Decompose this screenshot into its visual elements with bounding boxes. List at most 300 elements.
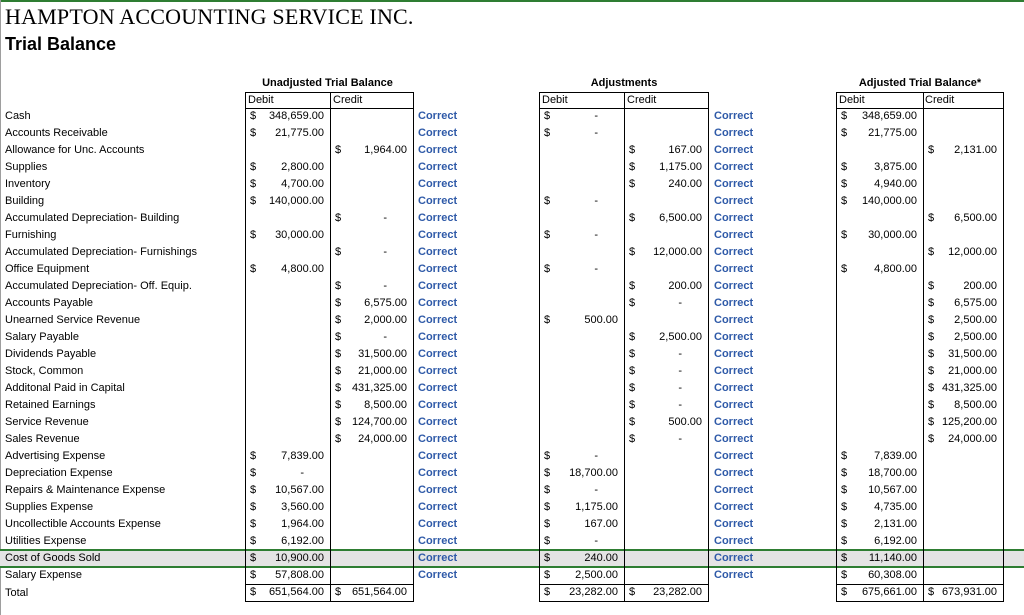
status-label: Correct <box>418 178 458 190</box>
amount-value: - <box>594 195 598 207</box>
adjustments-credit-header: Credit <box>627 94 657 106</box>
status-label: Correct <box>418 280 458 292</box>
amount-value: - <box>594 450 598 462</box>
adjustments-col-divider <box>624 92 625 601</box>
amount-cell[interactable] <box>331 295 413 312</box>
amount-cell[interactable] <box>625 210 708 227</box>
amount-cell[interactable] <box>625 295 708 312</box>
status-label: Correct <box>418 501 458 513</box>
amount-cell[interactable] <box>540 193 624 210</box>
dollar-sign: $ <box>928 365 935 377</box>
account-name[interactable]: Building <box>5 195 45 207</box>
dollar-sign: $ <box>841 484 848 496</box>
account-name[interactable]: Depreciation Expense <box>5 467 113 479</box>
amount-value: 200.00 <box>668 280 702 292</box>
amount-cell[interactable] <box>331 584 413 601</box>
amount-cell[interactable] <box>837 550 923 567</box>
amount-value: 10,567.00 <box>868 484 917 496</box>
amount-cell[interactable] <box>625 397 708 414</box>
amount-cell[interactable] <box>540 125 624 142</box>
amount-value: 3,560.00 <box>281 501 324 513</box>
amount-cell[interactable] <box>837 448 923 465</box>
amount-value: 125,200.00 <box>941 416 997 428</box>
dollar-sign: $ <box>841 518 848 530</box>
account-name[interactable]: Accumulated Depreciation- Building <box>5 212 180 224</box>
amount-cell[interactable] <box>837 193 923 210</box>
amount-value: 8,500.00 <box>364 399 407 411</box>
amount-cell[interactable] <box>246 159 330 176</box>
amount-cell[interactable] <box>625 414 708 431</box>
account-name[interactable]: Service Revenue <box>5 416 89 428</box>
amount-cell[interactable] <box>924 329 1003 346</box>
status-label: Correct <box>714 518 754 530</box>
amount-cell[interactable] <box>246 176 330 193</box>
account-name[interactable]: Accounts Payable <box>5 297 94 309</box>
dollar-sign: $ <box>928 348 935 360</box>
amount-value: 431,325.00 <box>351 382 407 394</box>
dollar-sign: $ <box>544 229 551 241</box>
status-label: Correct <box>418 484 458 496</box>
amount-cell[interactable] <box>540 567 624 584</box>
amount-cell[interactable] <box>331 278 413 295</box>
account-name[interactable]: Sales Revenue <box>5 433 80 445</box>
status-label: Correct <box>418 467 458 479</box>
account-name[interactable]: Cost of Goods Sold <box>5 552 101 564</box>
dollar-sign: $ <box>335 348 342 360</box>
account-name[interactable]: Accounts Receivable <box>5 127 108 139</box>
amount-value: 431,325.00 <box>941 382 997 394</box>
status-label: Correct <box>714 552 754 564</box>
amount-cell[interactable] <box>246 550 330 567</box>
amount-value: - <box>383 331 387 343</box>
dollar-sign: $ <box>841 263 848 275</box>
amount-value: 21,775.00 <box>275 127 324 139</box>
amount-cell[interactable] <box>625 278 708 295</box>
amount-cell[interactable] <box>924 312 1003 329</box>
dollar-sign: $ <box>928 382 935 394</box>
amount-value: 1,964.00 <box>281 518 324 530</box>
amount-cell[interactable] <box>837 227 923 244</box>
account-name[interactable]: Total <box>5 587 29 599</box>
dollar-sign: $ <box>250 127 257 139</box>
amount-value: 30,000.00 <box>868 229 917 241</box>
account-name[interactable]: Cash <box>5 110 31 122</box>
amount-cell[interactable] <box>837 567 923 584</box>
amount-cell[interactable] <box>246 261 330 278</box>
amount-value: - <box>678 382 682 394</box>
amount-value: 11,140.00 <box>868 552 917 564</box>
amount-cell[interactable] <box>540 448 624 465</box>
account-name[interactable]: Unearned Service Revenue <box>5 314 141 326</box>
amount-value: 6,575.00 <box>364 297 407 309</box>
dollar-sign: $ <box>250 484 257 496</box>
amount-value: - <box>594 263 598 275</box>
amount-cell[interactable] <box>246 567 330 584</box>
amount-cell[interactable] <box>331 363 413 380</box>
amount-cell[interactable] <box>837 584 923 601</box>
amount-value: 651,564.00 <box>268 586 324 598</box>
group-bottom-border <box>539 601 709 602</box>
amount-cell[interactable] <box>837 499 923 516</box>
amount-cell[interactable] <box>625 176 708 193</box>
amount-value: - <box>383 246 387 258</box>
account-name[interactable]: Advertising Expense <box>5 450 106 462</box>
account-name[interactable]: Office Equipment <box>5 263 90 275</box>
account-name[interactable]: Repairs & Maintenance Expense <box>5 484 166 496</box>
dollar-sign: $ <box>250 263 257 275</box>
account-name[interactable]: Supplies Expense <box>5 501 94 513</box>
amount-cell[interactable] <box>625 142 708 159</box>
dollar-sign: $ <box>629 382 636 394</box>
amount-cell[interactable] <box>540 584 624 601</box>
amount-cell[interactable] <box>625 329 708 346</box>
group-right-border <box>413 92 414 601</box>
account-name[interactable]: Furnishing <box>5 229 57 241</box>
dollar-sign: $ <box>928 416 935 428</box>
dollar-sign: $ <box>629 280 636 292</box>
amount-value: 12,000.00 <box>653 246 702 258</box>
amount-value: 2,500.00 <box>954 314 997 326</box>
amount-cell[interactable] <box>540 227 624 244</box>
status-label: Correct <box>714 246 754 258</box>
amount-cell[interactable] <box>331 329 413 346</box>
amount-value: 21,000.00 <box>948 365 997 377</box>
dollar-sign: $ <box>928 246 935 258</box>
status-label: Correct <box>714 450 754 462</box>
amount-cell[interactable] <box>246 125 330 142</box>
amount-value: 24,000.00 <box>948 433 997 445</box>
dollar-sign: $ <box>335 365 342 377</box>
status-label: Correct <box>714 195 754 207</box>
adjustments-header: Adjustments <box>590 77 658 89</box>
amount-value: 21,775.00 <box>868 127 917 139</box>
amount-cell[interactable] <box>331 431 413 448</box>
amount-cell[interactable] <box>331 397 413 414</box>
amount-cell[interactable] <box>924 210 1003 227</box>
amount-value: 2,800.00 <box>281 161 324 173</box>
dollar-sign: $ <box>928 280 935 292</box>
amount-cell[interactable] <box>837 159 923 176</box>
amount-value: 6,500.00 <box>659 212 702 224</box>
status-label: Correct <box>714 348 754 360</box>
account-name[interactable]: Allowance for Unc. Accounts <box>5 144 145 156</box>
account-name[interactable]: Accumulated Depreciation- Off. Equip. <box>5 280 192 292</box>
dollar-sign: $ <box>544 127 551 139</box>
amount-cell[interactable] <box>246 108 330 125</box>
dollar-sign: $ <box>250 178 257 190</box>
dollar-sign: $ <box>544 518 551 530</box>
amount-value: 60,308.00 <box>868 569 917 581</box>
amount-cell[interactable] <box>924 584 1003 601</box>
amount-value: - <box>678 399 682 411</box>
amount-value: 4,735.00 <box>874 501 917 513</box>
dollar-sign: $ <box>250 518 257 530</box>
amount-value: 18,700.00 <box>569 467 618 479</box>
amount-cell[interactable] <box>246 193 330 210</box>
dollar-sign: $ <box>629 331 636 343</box>
dollar-sign: $ <box>629 297 636 309</box>
sheet-title: Trial Balance <box>5 34 117 54</box>
dollar-sign: $ <box>250 195 257 207</box>
group-bottom-border <box>245 601 414 602</box>
header-divider <box>836 108 1003 109</box>
amount-cell[interactable] <box>246 465 330 482</box>
dollar-sign: $ <box>629 433 636 445</box>
amount-cell[interactable] <box>246 448 330 465</box>
unadjusted-header: Unadjusted Trial Balance <box>262 77 393 89</box>
dollar-sign: $ <box>250 110 257 122</box>
dollar-sign: $ <box>629 348 636 360</box>
amount-value: 200.00 <box>963 280 997 292</box>
total-top-border <box>836 584 1003 585</box>
status-label: Correct <box>418 161 458 173</box>
amount-cell[interactable] <box>246 533 330 550</box>
amount-value: 1,964.00 <box>364 144 407 156</box>
unadjusted-credit-header: Credit <box>333 94 363 106</box>
dollar-sign: $ <box>841 450 848 462</box>
status-label: Correct <box>418 450 458 462</box>
dollar-sign: $ <box>841 161 848 173</box>
amount-cell[interactable] <box>540 312 624 329</box>
status-label: Correct <box>418 127 458 139</box>
dollar-sign: $ <box>928 399 935 411</box>
dollar-sign: $ <box>928 433 935 445</box>
dollar-sign: $ <box>629 178 636 190</box>
dollar-sign: $ <box>335 280 342 292</box>
account-name[interactable]: Supplies <box>5 161 48 173</box>
dollar-sign: $ <box>544 467 551 479</box>
header-divider <box>245 108 413 109</box>
unadjusted-debit-header: Debit <box>248 94 274 106</box>
amount-cell[interactable] <box>625 159 708 176</box>
amount-cell[interactable] <box>331 244 413 261</box>
dollar-sign: $ <box>250 501 257 513</box>
amount-value: 2,500.00 <box>575 569 618 581</box>
dollar-sign: $ <box>335 416 342 428</box>
amount-cell[interactable] <box>540 261 624 278</box>
status-label: Correct <box>418 297 458 309</box>
group-left-border <box>539 92 540 601</box>
amount-cell[interactable] <box>924 397 1003 414</box>
amount-cell[interactable] <box>924 142 1003 159</box>
status-label: Correct <box>714 229 754 241</box>
status-label: Correct <box>418 195 458 207</box>
account-name[interactable]: Salary Expense <box>5 569 83 581</box>
status-label: Correct <box>714 467 754 479</box>
status-label: Correct <box>714 484 754 496</box>
account-name[interactable]: Dividends Payable <box>5 348 97 360</box>
dollar-sign: $ <box>928 331 935 343</box>
amount-cell[interactable] <box>331 414 413 431</box>
status-label: Correct <box>418 229 458 241</box>
dollar-sign: $ <box>250 161 257 173</box>
account-name[interactable]: Uncollectible Accounts Expense <box>5 518 161 530</box>
account-name[interactable]: Salary Payable <box>5 331 79 343</box>
amount-cell[interactable] <box>625 363 708 380</box>
unadjusted-col-divider <box>330 92 331 601</box>
status-label: Correct <box>418 144 458 156</box>
status-label: Correct <box>714 127 754 139</box>
amount-cell[interactable] <box>625 244 708 261</box>
dollar-sign: $ <box>841 501 848 513</box>
dollar-sign: $ <box>928 314 935 326</box>
amount-cell[interactable] <box>837 176 923 193</box>
amount-value: 651,564.00 <box>351 586 407 598</box>
amount-cell[interactable] <box>625 380 708 397</box>
amount-cell[interactable] <box>331 210 413 227</box>
status-label: Correct <box>418 518 458 530</box>
account-name[interactable]: Stock, Common <box>5 365 84 377</box>
amount-cell[interactable] <box>837 261 923 278</box>
account-name[interactable]: Utilities Expense <box>5 535 87 547</box>
account-name[interactable]: Additonal Paid in Capital <box>5 382 125 394</box>
dollar-sign: $ <box>841 467 848 479</box>
amount-cell[interactable] <box>924 380 1003 397</box>
amount-cell[interactable] <box>924 431 1003 448</box>
dollar-sign: $ <box>335 212 342 224</box>
amount-value: 673,931.00 <box>941 586 997 598</box>
amount-cell[interactable] <box>540 499 624 516</box>
adjusted-col-divider <box>923 92 924 601</box>
amount-cell[interactable] <box>924 346 1003 363</box>
dollar-sign: $ <box>629 212 636 224</box>
amount-value: 21,000.00 <box>358 365 407 377</box>
amount-cell[interactable] <box>837 482 923 499</box>
amount-value: - <box>678 297 682 309</box>
amount-cell[interactable] <box>924 414 1003 431</box>
amount-cell[interactable] <box>837 108 923 125</box>
amount-value: 4,940.00 <box>874 178 917 190</box>
status-label: Correct <box>714 535 754 547</box>
amount-cell[interactable] <box>837 533 923 550</box>
amount-cell[interactable] <box>331 142 413 159</box>
dollar-sign: $ <box>250 569 257 581</box>
amount-value: 10,567.00 <box>275 484 324 496</box>
dollar-sign: $ <box>250 450 257 462</box>
amount-value: 12,000.00 <box>948 246 997 258</box>
amount-cell[interactable] <box>331 380 413 397</box>
dollar-sign: $ <box>629 586 636 598</box>
amount-value: 140,000.00 <box>268 195 324 207</box>
dollar-sign: $ <box>335 382 342 394</box>
status-label: Correct <box>418 382 458 394</box>
amount-cell[interactable] <box>837 516 923 533</box>
amount-cell[interactable] <box>625 431 708 448</box>
amount-value: 3,875.00 <box>874 161 917 173</box>
dollar-sign: $ <box>841 127 848 139</box>
amount-value: 2,131.00 <box>954 144 997 156</box>
amount-cell[interactable] <box>540 108 624 125</box>
amount-value: - <box>678 365 682 377</box>
group-left-border <box>245 92 246 601</box>
dollar-sign: $ <box>335 331 342 343</box>
amount-value: 4,800.00 <box>874 263 917 275</box>
status-label: Correct <box>714 161 754 173</box>
amount-cell[interactable] <box>540 516 624 533</box>
amount-value: 500.00 <box>584 314 618 326</box>
amount-value: 675,661.00 <box>861 586 917 598</box>
dollar-sign: $ <box>841 586 848 598</box>
amount-value: 23,282.00 <box>653 586 702 598</box>
amount-cell[interactable] <box>331 312 413 329</box>
group-right-border <box>708 92 709 601</box>
account-name[interactable]: Retained Earnings <box>5 399 96 411</box>
status-label: Correct <box>714 365 754 377</box>
amount-cell[interactable] <box>924 244 1003 261</box>
status-label: Correct <box>418 263 458 275</box>
amount-value: 18,700.00 <box>868 467 917 479</box>
account-name[interactable]: Accumulated Depreciation- Furnishings <box>5 246 197 258</box>
dollar-sign: $ <box>544 195 551 207</box>
amount-value: 348,659.00 <box>861 110 917 122</box>
dollar-sign: $ <box>335 586 342 598</box>
amount-value: - <box>594 535 598 547</box>
amount-value: 240.00 <box>584 552 618 564</box>
account-name[interactable]: Inventory <box>5 178 51 190</box>
dollar-sign: $ <box>841 535 848 547</box>
dollar-sign: $ <box>629 416 636 428</box>
amount-cell[interactable] <box>246 584 330 601</box>
dollar-sign: $ <box>629 161 636 173</box>
amount-value: 7,839.00 <box>281 450 324 462</box>
amount-cell[interactable] <box>246 227 330 244</box>
dollar-sign: $ <box>629 144 636 156</box>
amount-cell[interactable] <box>837 465 923 482</box>
adjusted-credit-header: Credit <box>925 94 955 106</box>
status-label: Correct <box>418 416 458 428</box>
amount-value: 57,808.00 <box>275 569 324 581</box>
group-top-border <box>245 92 413 93</box>
amount-cell[interactable] <box>625 584 708 601</box>
amount-cell[interactable] <box>540 482 624 499</box>
amount-value: - <box>383 280 387 292</box>
status-label: Correct <box>714 178 754 190</box>
amount-value: 4,700.00 <box>281 178 324 190</box>
amount-cell[interactable] <box>837 125 923 142</box>
status-label: Correct <box>714 314 754 326</box>
amount-cell[interactable] <box>246 516 330 533</box>
amount-cell[interactable] <box>924 278 1003 295</box>
amount-value: - <box>678 433 682 445</box>
status-label: Correct <box>418 535 458 547</box>
dollar-sign: $ <box>335 297 342 309</box>
dollar-sign: $ <box>544 552 551 564</box>
amount-cell[interactable] <box>540 550 624 567</box>
status-label: Correct <box>714 144 754 156</box>
dollar-sign: $ <box>544 586 551 598</box>
dollar-sign: $ <box>335 246 342 258</box>
amount-cell[interactable] <box>246 482 330 499</box>
dollar-sign: $ <box>841 178 848 190</box>
dollar-sign: $ <box>544 501 551 513</box>
amount-cell[interactable] <box>246 499 330 516</box>
amount-cell[interactable] <box>540 465 624 482</box>
amount-cell[interactable] <box>924 363 1003 380</box>
dollar-sign: $ <box>544 110 551 122</box>
amount-value: 2,000.00 <box>364 314 407 326</box>
dollar-sign: $ <box>250 467 257 479</box>
amount-cell[interactable] <box>540 533 624 550</box>
amount-cell[interactable] <box>924 295 1003 312</box>
top-border <box>0 0 1024 2</box>
dollar-sign: $ <box>841 110 848 122</box>
amount-value: 240.00 <box>668 178 702 190</box>
amount-value: - <box>300 467 304 479</box>
amount-cell[interactable] <box>331 346 413 363</box>
amount-cell[interactable] <box>625 346 708 363</box>
dollar-sign: $ <box>841 569 848 581</box>
adjusted-header: Adjusted Trial Balance* <box>858 77 982 89</box>
